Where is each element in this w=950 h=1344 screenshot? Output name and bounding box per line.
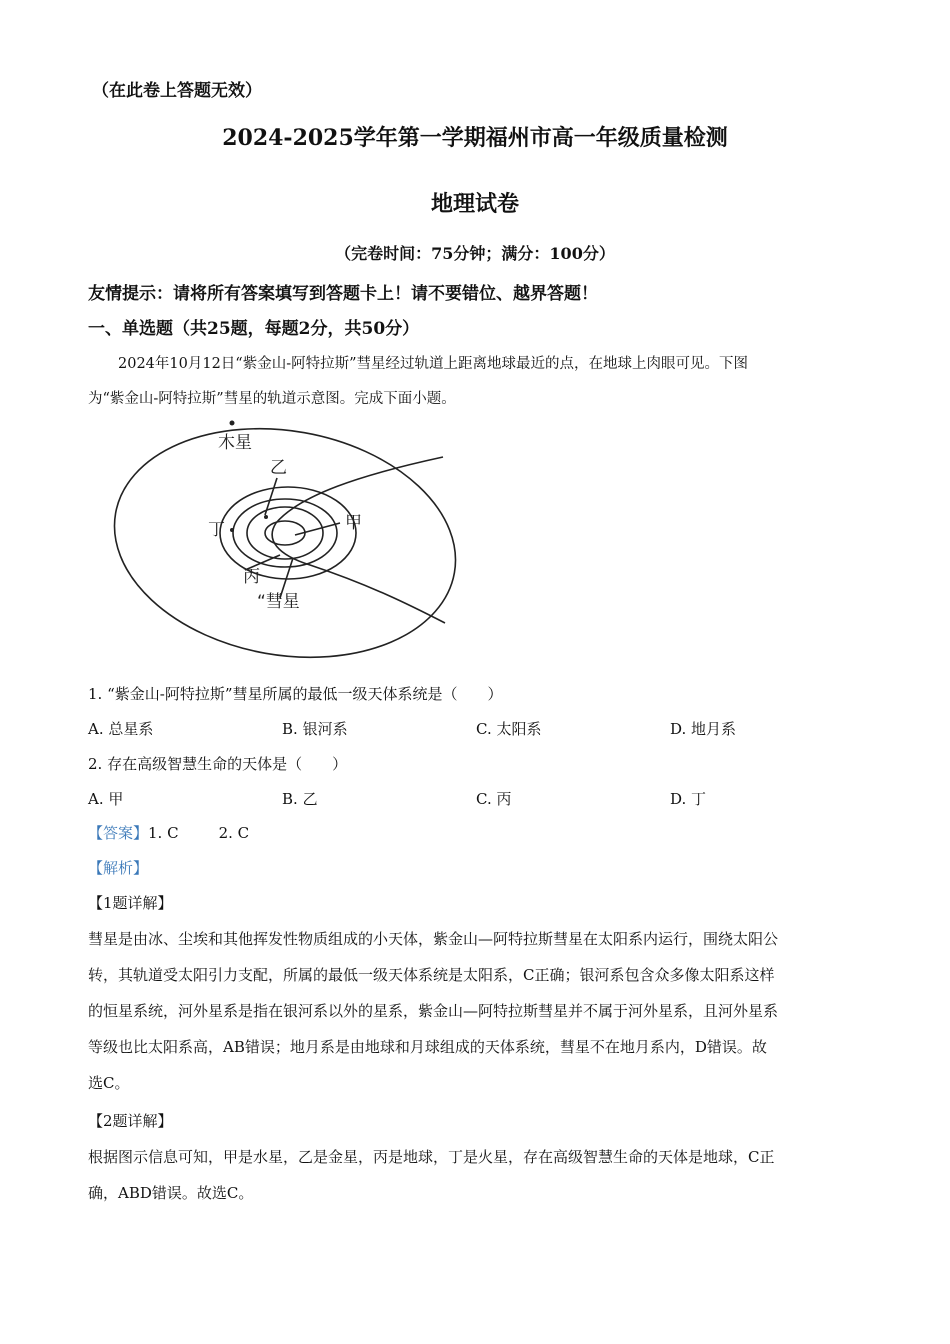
friendly-tip: 友情提示：请将所有答案填写到答题卡上！请不要错位、越界答题！	[88, 284, 598, 304]
question-number: 1.	[88, 685, 103, 703]
option-key: B.	[282, 720, 298, 738]
option-key: D.	[670, 790, 687, 808]
label-bing: 丙	[243, 567, 260, 587]
option-text: 乙	[302, 790, 318, 808]
question-text: “紫金山-阿特拉斯”彗星所属的最低一级天体系统是（ ）	[107, 685, 503, 703]
q1-option-b[interactable]	[282, 718, 348, 739]
label-jia: 甲	[345, 513, 362, 533]
stem-line-1: 2024年10月12日“紫金山-阿特拉斯”彗星经过轨道上距离地球最近的点，在地球上肉眼可见。下图	[118, 356, 749, 372]
answer-tag: 【答案】	[88, 824, 149, 842]
q1-detail-line: 彗星是由冰、尘埃和其他挥发性物质组成的小天体，紫金山—阿特拉斯彗星在太阳系内运行，围绕太阳公	[88, 930, 779, 948]
label-yi: 乙	[270, 458, 287, 478]
q1-option-c[interactable]	[476, 718, 542, 739]
question-text: 存在高级智慧生命的天体是（ ）	[107, 755, 348, 773]
q1-option-d[interactable]	[670, 718, 736, 739]
option-text: 丙	[496, 790, 512, 808]
q1-detail-line: 选C。	[88, 1074, 130, 1092]
option-text: 甲	[108, 790, 124, 808]
answer-2: 2. C	[218, 824, 250, 842]
q1-detail-line: 等级也比太阳系高，AB错误；地月系是由地球和月球组成的天体系统，彗星不在地月系内，D错误。故	[88, 1038, 767, 1056]
question-number: 2.	[88, 755, 103, 773]
option-key: A.	[88, 790, 104, 808]
q1-detail-line: 的恒星系统，河外星系是指在银河系以外的星系，紫金山—阿特拉斯彗星并不属于河外星系，且河外星系	[88, 1002, 779, 1020]
option-key: C.	[476, 720, 492, 738]
option-key: D.	[670, 720, 687, 738]
analysis-tag: 【解析】	[88, 859, 149, 877]
invalid-notice: （在此卷上答题无效）	[92, 81, 262, 101]
stem-line-2: 为“紫金山-阿特拉斯”彗星的轨道示意图。完成下面小题。	[88, 391, 456, 407]
q1-option-a[interactable]	[88, 718, 153, 739]
option-text: 银河系	[302, 720, 348, 738]
option-text: 太阳系	[496, 720, 542, 738]
option-text: 总星系	[108, 720, 154, 738]
question-2	[88, 753, 347, 774]
option-key: B.	[282, 790, 298, 808]
comet-orbit-diagram	[100, 415, 480, 665]
label-jupiter: 木星	[218, 433, 252, 453]
option-key: A.	[88, 720, 104, 738]
q2-option-c[interactable]	[476, 788, 512, 809]
q2-detail-line: 根据图示信息可知，甲是水星，乙是金星，丙是地球，丁是火星，存在高级智慧生命的天体是地球，C正	[88, 1148, 775, 1166]
q2-option-a[interactable]	[88, 788, 123, 809]
answer-1: 1. C	[148, 824, 179, 842]
answer-line	[88, 822, 249, 843]
q1-detail-line: 转，其轨道受太阳引力支配，所属的最低一级天体系统是太阳系，C正确；银河系包含众多像太阳系这样	[88, 966, 775, 984]
option-text: 地月系	[691, 720, 737, 738]
q2-option-d[interactable]	[670, 788, 706, 809]
label-ding: 丁	[208, 520, 225, 540]
q2-detail-line: 确，ABD错误。故选C。	[88, 1184, 254, 1202]
option-text: 丁	[691, 790, 707, 808]
q1-detail-heading: 【1题详解】	[88, 894, 173, 912]
question-1	[88, 683, 503, 704]
q2-option-b[interactable]	[282, 788, 318, 809]
section-title: 一、单选题（共25题，每题2分，共50分）	[88, 319, 420, 339]
q2-detail-heading: 【2题详解】	[88, 1112, 173, 1130]
subject-title: 地理试卷	[430, 191, 519, 217]
label-comet: “彗星	[257, 592, 300, 612]
exam-title: 2024-2025学年第一学期福州市高一年级质量检测	[222, 125, 728, 151]
option-key: C.	[476, 790, 492, 808]
exam-info: （完卷时间：75分钟；满分：100分）	[335, 244, 615, 263]
